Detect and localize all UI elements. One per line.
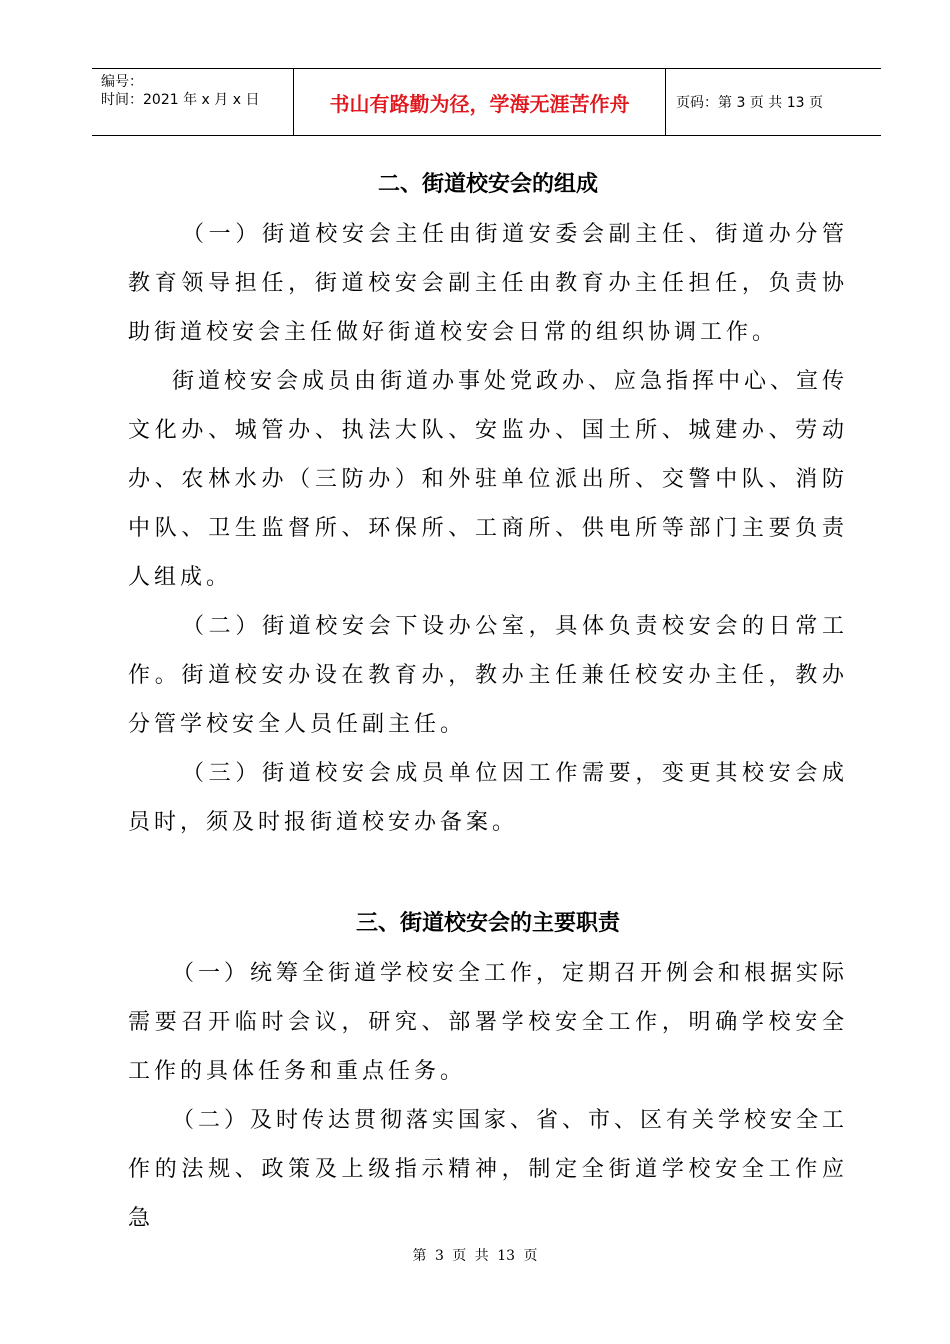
document-body bbox=[128, 160, 848, 1243]
page-info-text: 页码：第 3 页 共 13 页 bbox=[676, 95, 823, 111]
page-footer: 第 3 页 共 13 页 bbox=[412, 1248, 538, 1264]
number-label: 编号： bbox=[101, 74, 143, 90]
section-2-paragraph-3: （二）街道校安会下设办公室，具体负责校安会的日常工作。街道校安办设在教育办，教办主任兼任校安办主任，教办分管学校安全人员任副主任。 bbox=[128, 614, 848, 737]
section-gap bbox=[128, 847, 848, 899]
header-meta-cell bbox=[92, 69, 294, 135]
section-2-paragraph-4: （三）街道校安会成员单位因工作需要，变更其校安会成员时，须及时报街道校安办备案。 bbox=[128, 761, 848, 835]
section-2-title: 二、街道校安会的组成 bbox=[377, 172, 598, 197]
page-header bbox=[92, 68, 881, 136]
section-3-paragraph-2: （二）及时传达贯彻落实国家、省、市、区有关学校安全工作的法规、政策及上级指示精神，制定全街道学校安全工作应急 bbox=[128, 1108, 849, 1231]
section-2-paragraph-2: 街道校安会成员由街道办事处党政办、应急指挥中心、宣传文化办、城管办、执法大队、安监办、国土所、城建办、劳动办、农林水办（三防办）和外驻单位派出所、交警中队、消防中队、卫生监督所、环保所、工商所、供电所等部门主要负责人组成。 bbox=[128, 369, 849, 590]
time-label: 时间：2021 年 x 月 x 日 bbox=[101, 92, 260, 108]
section-3-paragraph-1: （一）统筹全街道学校安全工作，定期召开例会和根据实际需要召开临时会议，研究、部署学校安全工作，明确学校安全工作的具体任务和重点任务。 bbox=[128, 961, 849, 1084]
motto-text: 书山有路勤为径，学海无涯苦作舟 bbox=[329, 91, 630, 116]
section-3-title: 三、街道校安会的主要职责 bbox=[355, 911, 620, 936]
page-info-cell bbox=[666, 69, 881, 135]
motto-cell bbox=[294, 69, 666, 135]
section-2-paragraph-1: （一）街道校安会主任由街道安委会副主任、街道办分管教育领导担任，街道校安会副主任由教育办主任担任，负责协助街道校安会主任做好街道校安会日常的组织协调工作。 bbox=[128, 222, 848, 345]
